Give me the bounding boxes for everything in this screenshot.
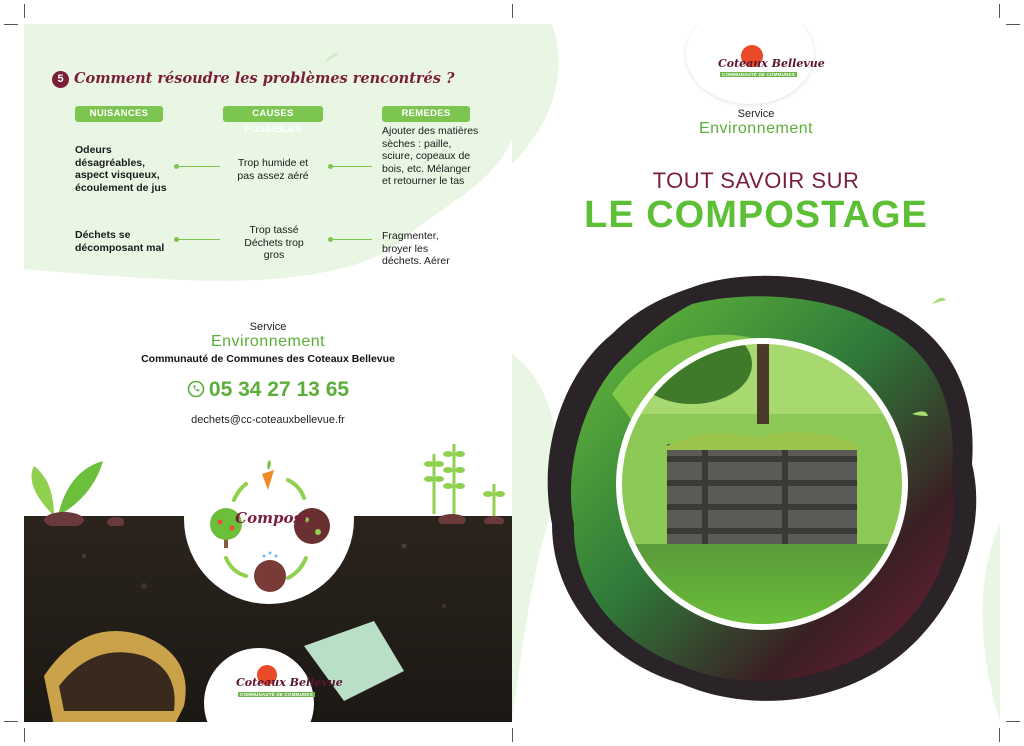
crop-mark (512, 728, 513, 742)
row1-nuisance: Odeurs désagréables, aspect visqueux, écoulement de jus (75, 144, 167, 194)
contact-service-label: Service (249, 321, 287, 333)
connector-line (330, 166, 372, 167)
section-title-text: Comment résoudre les problèmes rencontrés ? (74, 70, 455, 87)
logo-tagline: COMMUNAUTÉ DE COMMUNES (240, 692, 313, 697)
arrow-icon (234, 484, 246, 500)
title-line-2: LE COMPOSTAGE (584, 194, 928, 236)
carrot-icon (262, 460, 274, 490)
compost-label: Compost (235, 509, 309, 527)
right-panel (512, 24, 1000, 722)
plant-illustration-left (24, 436, 124, 526)
arrow-icon (288, 558, 306, 578)
crop-mark (4, 721, 18, 722)
logo-name: Coteaux Bellevue (718, 57, 825, 70)
phone-line[interactable] (24, 378, 512, 402)
section-number: 5 (52, 71, 69, 88)
section-title (52, 70, 454, 88)
plant-illustration-right (424, 434, 512, 524)
service-name: Environnement (698, 120, 814, 137)
row2-remede: Fragmenter, broyer les déchets. Aérer (382, 230, 450, 267)
crop-mark (999, 728, 1000, 742)
left-panel (24, 24, 512, 722)
organization-name: Communauté de Communes des Coteaux Bellevue (141, 353, 395, 365)
row1-remede: Ajouter des matières sèches : paille, sciure, copeaux de bois, etc. Mélanger et retourner le tas (382, 125, 479, 187)
connector-line (176, 239, 220, 240)
header-causes: CAUSES POSSIBLES (223, 106, 323, 122)
row2-nuisance: Déchets se décomposant mal (75, 229, 165, 254)
connector-line (176, 166, 220, 167)
arrow-icon (288, 480, 304, 498)
title-line-1: TOUT SAVOIR SUR (652, 168, 860, 193)
arrow-icon (226, 558, 246, 576)
phone-icon (187, 380, 205, 398)
header-remedes: REMEDES (382, 106, 470, 122)
phone-number: 05 34 27 13 65 (208, 378, 350, 401)
crop-mark (24, 4, 25, 18)
header-nuisances: NUISANCES (75, 106, 163, 122)
crop-mark (999, 4, 1000, 18)
row1-cause: Trop humide et pas assez aéré (237, 157, 309, 182)
crop-mark (4, 24, 18, 25)
connector-line (330, 239, 372, 240)
compost-photo-frame (532, 274, 992, 714)
connector-dot (328, 237, 333, 242)
row2-cause: Trop tassé Déchets trop gros (244, 224, 304, 261)
logo-tagline: COMMUNAUTÉ DE COMMUNES (722, 72, 795, 77)
logo-name: Coteaux Bellevue (236, 676, 343, 689)
email-link[interactable]: dechets@cc-coteauxbellevue.fr (191, 414, 345, 426)
crop-mark (24, 728, 25, 742)
crop-mark (1006, 24, 1020, 25)
connector-dot (328, 164, 333, 169)
contact-service-name: Environnement (210, 333, 326, 350)
crop-mark (512, 4, 513, 18)
service-label: Service (737, 108, 775, 120)
soil-pile-icon (254, 552, 286, 593)
crop-mark (1006, 721, 1020, 722)
